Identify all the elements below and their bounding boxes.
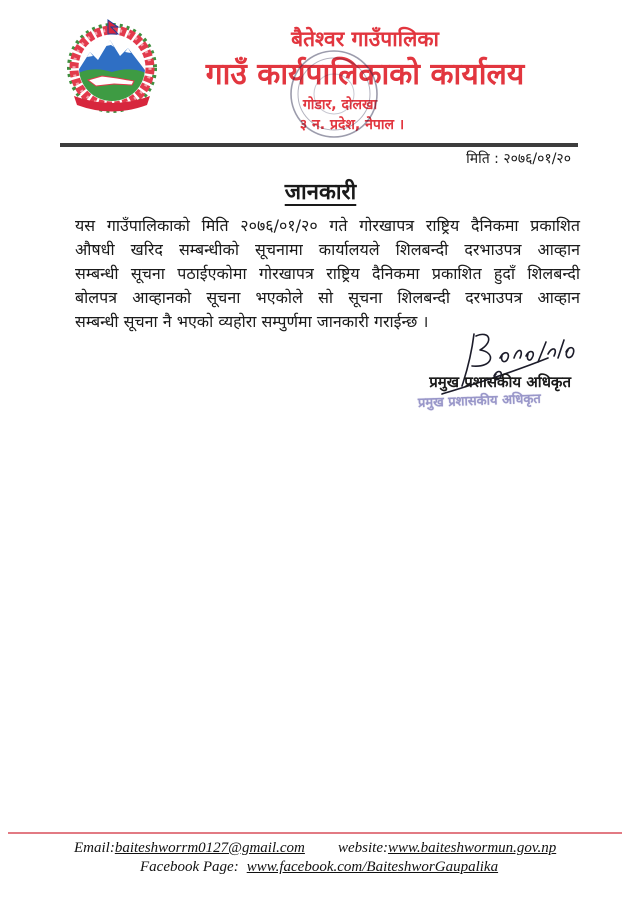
office-name: गाउँ कार्यपालिकाको कार्यालय — [205, 57, 525, 92]
facebook-link[interactable]: www.facebook.com/BaiteshworGaupalika — [246, 859, 499, 875]
email-label: Email: — [74, 840, 115, 856]
notice-body — [75, 214, 580, 334]
website-link[interactable]: www.baiteshwormun.gov.np — [388, 840, 557, 856]
notice-body-line: सम्बन्धी सूचना पठाईएकोमा गोरखापत्र राष्ट्रिय दैनिकमा प्रकाशित हुदाँ शिलबन्दी — [75, 264, 580, 283]
website-label: website: — [338, 840, 388, 856]
date-label: मिति : — [466, 151, 499, 167]
nepal-emblem-logo — [62, 18, 162, 114]
footer-website — [338, 839, 556, 857]
notice-date — [466, 150, 571, 168]
footer-facebook — [140, 858, 498, 876]
footer-divider — [8, 832, 622, 834]
header-divider — [60, 143, 578, 147]
notice-title-text: जानकारी — [284, 180, 357, 205]
notice-body-line: यस गाउँपालिकाको मिति २०७६/०१/२० गते गोरखापत्र राष्ट्रिय दैनिकमा प्रकाशित — [75, 216, 580, 235]
notice-body-line: बोलपत्र आव्हानको सूचना भएकोले सो सूचना शिलबन्दी दरभाउपत्र आव्हान — [75, 288, 580, 307]
notice-title — [0, 178, 641, 208]
footer-email — [74, 839, 305, 857]
signatory-designation: प्रमुख प्रशासकीय अधिकृत — [429, 373, 571, 391]
email-link[interactable]: baiteshworrm0127@gmail.com — [114, 840, 305, 856]
address-line-2: ३ न. प्रदेश, नेपाल । — [299, 117, 405, 133]
notice-body-line: औषधी खरिद सम्बन्धीको सूचनामा कार्यालयले शिलबन्दी दरभाउपत्र आव्हान — [75, 240, 580, 259]
designation-stamp: प्रमुख प्रशासकीय अधिकृत — [417, 391, 541, 411]
address-line-1: गोडार, दोलखा — [302, 97, 378, 113]
facebook-label: Facebook Page: — [140, 859, 239, 875]
date-value: २०७६/०१/२० — [503, 151, 571, 167]
org-name: बैतेश्वर गाउँपालिका — [291, 27, 439, 51]
notice-body-line: सम्बन्धी सूचना नै भएको व्यहोरा सम्पुर्णमा जानकारी गराईन्छ । — [75, 312, 429, 331]
